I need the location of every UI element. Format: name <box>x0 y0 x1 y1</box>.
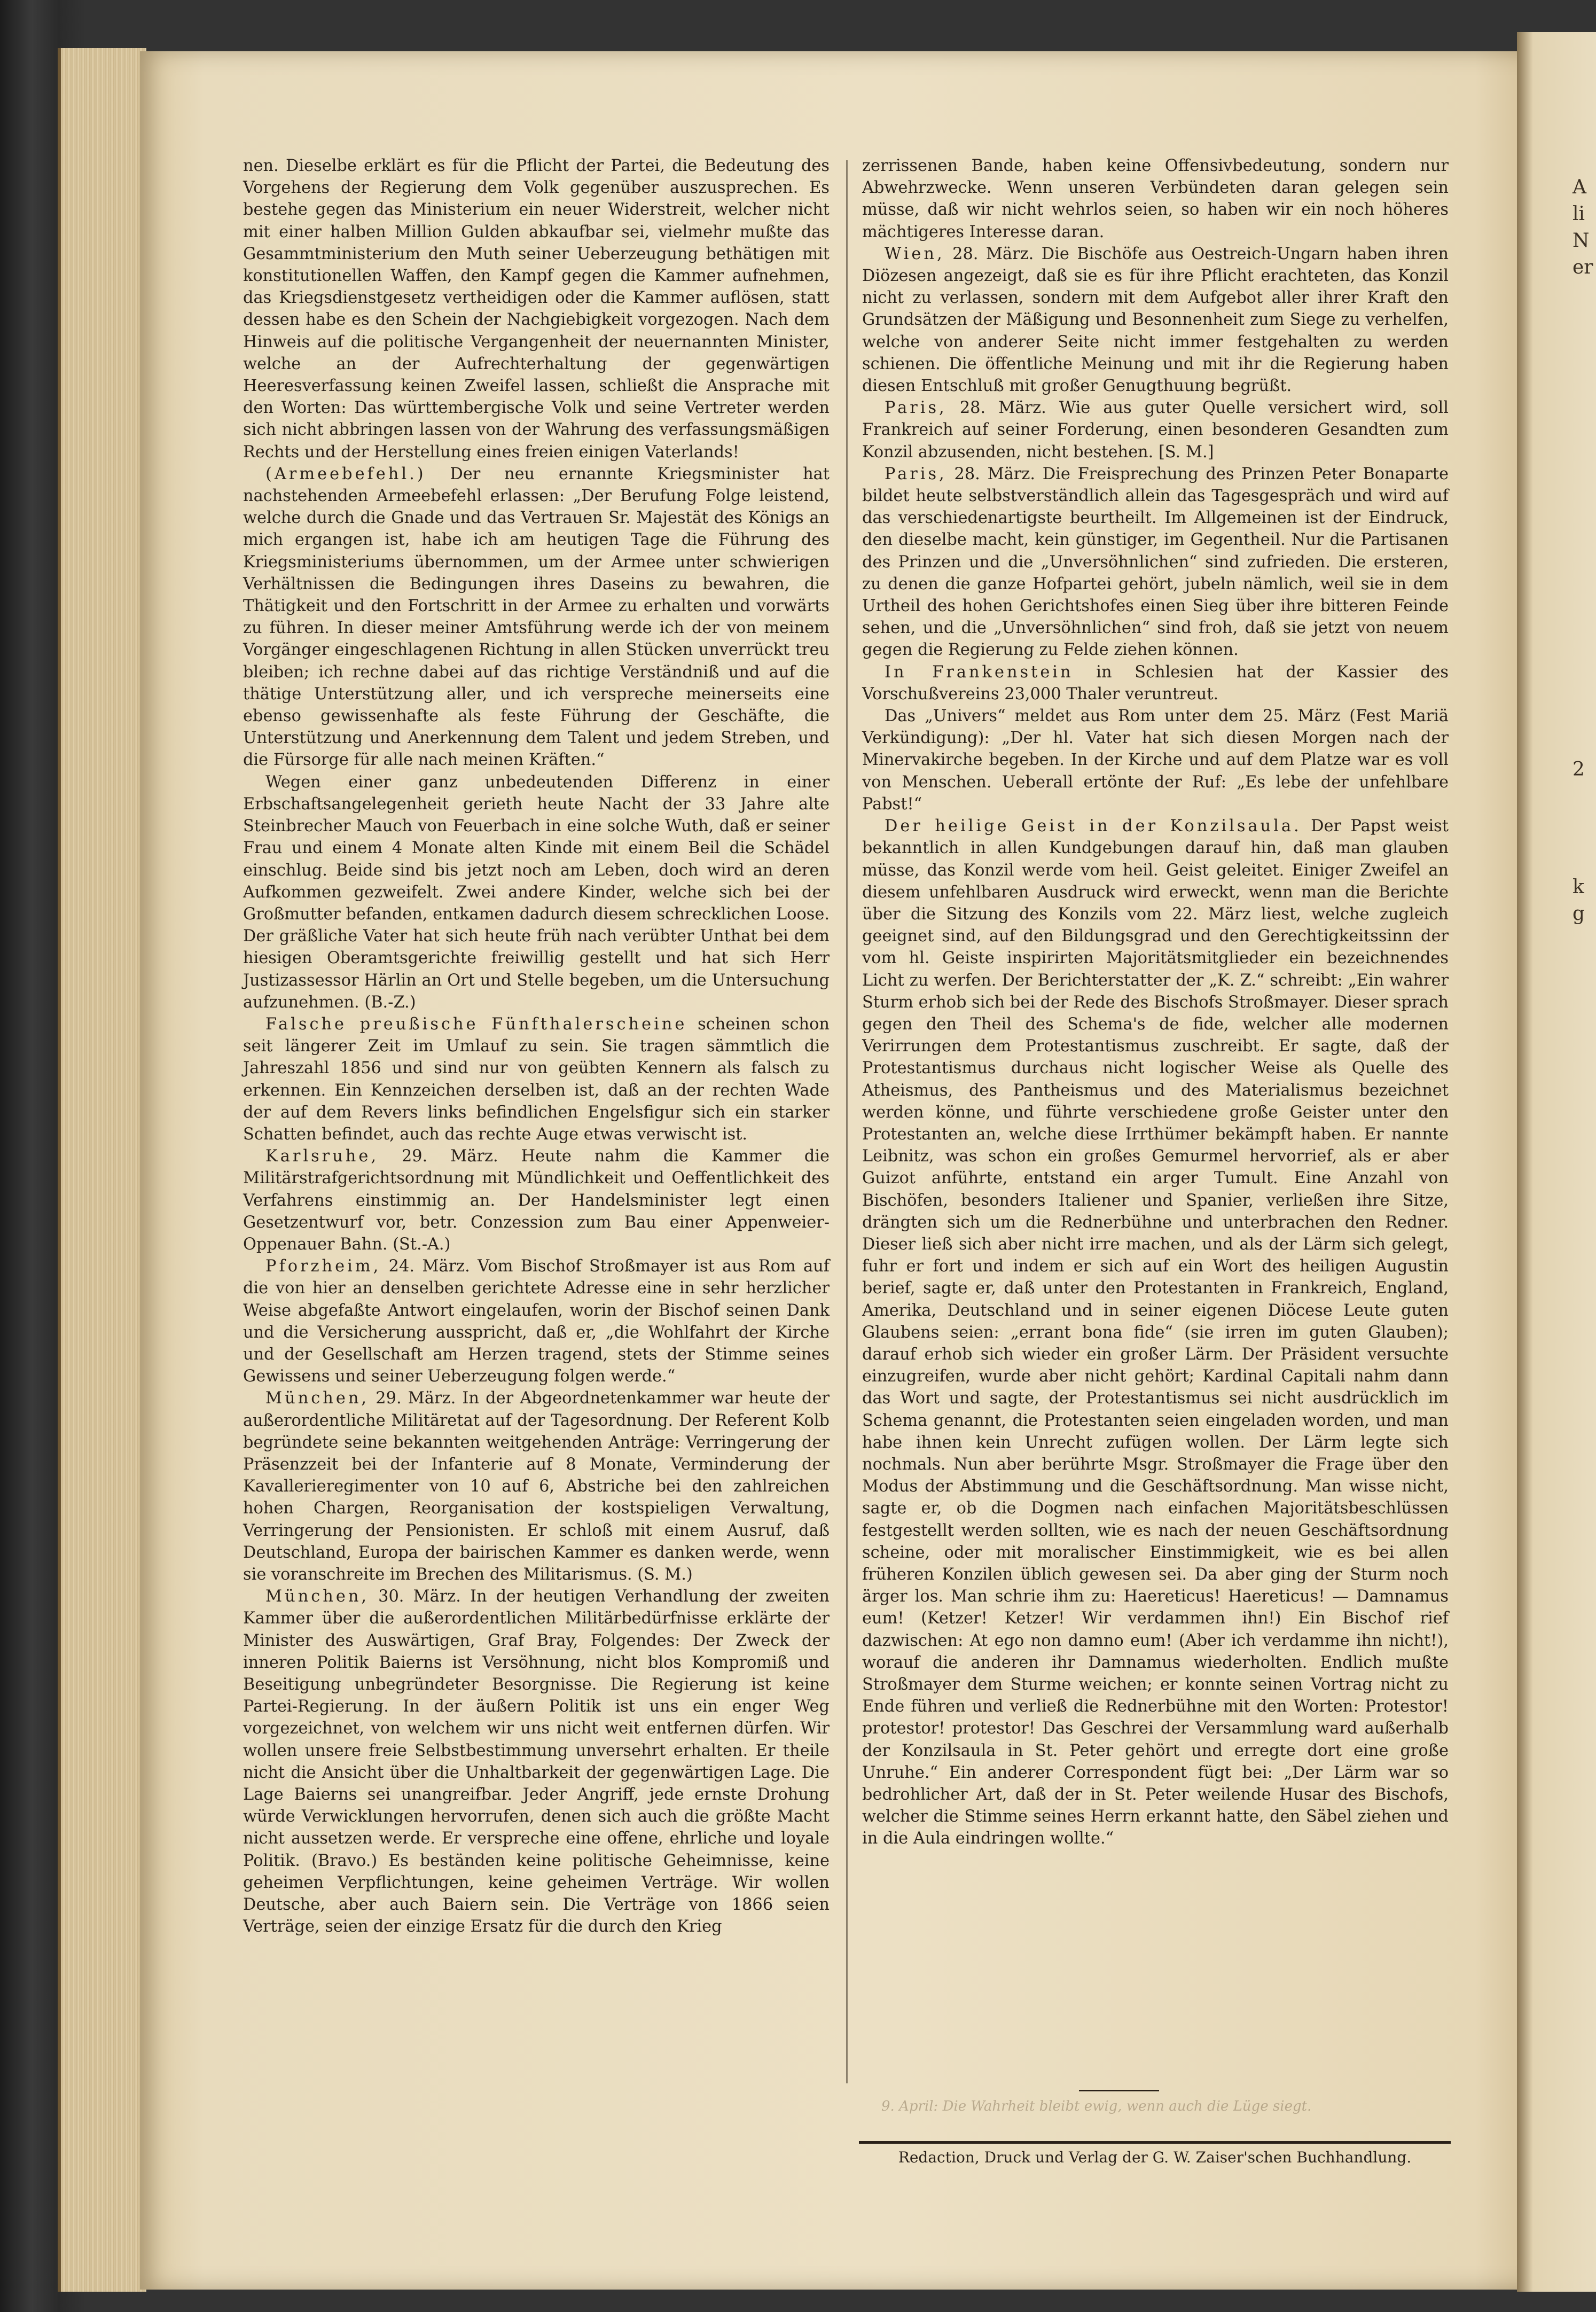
article-text: Der neu ernannte Kriegsminister hat nachstehenden Armeebefehl erlassen: „Der Berufung Folge leistend, welche durch die Gnade und das Vertrauen Sr. Majestät des Königs an mich ergangen ist, habe ich am heutigen Tage die Führung des Kriegsministeriums übernommen, um der Armee unter schwierigen Verhältnissen die Bedingungen ihres Daseins zu bewahren, die Thätigkeit und den Fortschritt in der Armee zu erhalten und vorwärts zu führen. In dieser meiner Amtsführung werde ich der von meinem Vorgänger eingeschlagenen Richtung in allen Stücken unverrückt treu bleiben; ich rechne dabei auf das richtige Verständniß und auf die thätige Unterstützung aller, und ich verspreche meinerseits eine ebenso gewissenhafte als feste Führung der Geschäfte, die Unterstützung und Anerkennung dem Talent und jedem Streben, und die Fürsorge für alle nach meinen Kräften.“ <box>243 464 830 770</box>
article-text: 29. März. In der Abgeordnetenkammer war heute der außerordentliche Militäretat auf der Tagesordnung. Der Referent Kolb begründete seine bekannten weitgehenden Anträge: Verringerung der Präsenzzeit bei der Infanterie auf 8 Monate, Verminderung der Kavallerieregimenter von 10 auf 6, Abstriche bei den zahlreichen hohen Chargen, Reorganisation der kostspieligen Verwaltung, Verringerung der Pensionisten. Er schloß mit einem Ausruf, daß Deutschland, Europa der bairischen Kammer es danken werde, wenn sie voranschreite im Brechen des Militarismus. (S. M.) <box>243 1389 830 1584</box>
facing-page-letter: er <box>1572 256 1593 278</box>
article-text: zerrissenen Bande, haben keine Offensivbedeutung, sondern nur Abwehrzwecke. Wenn unseren Verbündeten daran gelegen sein müsse, daß wir nicht wehrlos seien, so haben wir ein noch höheres mächtigeres Interesse daran. <box>862 157 1449 241</box>
article-text: Wegen einer ganz unbedeutenden Differenz in einer Erbschaftsangelegenheit gerieth heute Nacht der 33 Jahre alte Steinbrecher Mauch von Feuerbach in eine solche Wuth, daß er seiner Frau und einem 4 Monate alten Kinde mit einem Beil die Schädel einschlug. Beide sind bis jetzt noch am Leben, doch wird an deren Aufkommen gezweifelt. Zwei andere Kinder, welche sich bei der Großmutter befanden, entkamen dadurch diesem schrecklichen Loose. Der gräßliche Vater hat sich heute früh nach verübter Unthat bei dem hiesigen Oberamtsgerichte freiwillig gestellt und hat sich Herr Justizassessor Härlin an Ort und Stelle begeben, um die Untersuchung aufzunehmen. (B.-Z.) <box>243 772 830 1012</box>
article-dateline: Paris, <box>885 399 947 418</box>
right-column <box>862 155 1449 1850</box>
article-paragraph <box>862 243 1449 397</box>
facing-page-letter: A <box>1572 176 1586 198</box>
facing-page-letter: 2 <box>1572 759 1585 780</box>
article-paragraph <box>862 661 1449 705</box>
footer-rule <box>859 2141 1451 2144</box>
article-paragraph <box>862 815 1449 1850</box>
left-column <box>243 155 830 1938</box>
show-through-text: 9. April: Die Wahrheit bleibt ewig, wenn auch die Lüge siegt. <box>881 2098 1312 2114</box>
article-paragraph <box>243 771 830 1013</box>
article-dateline: In Frankenstein <box>885 662 1074 682</box>
article-paragraph <box>243 463 830 771</box>
column-rule <box>846 160 848 2083</box>
article-paragraph <box>243 1387 830 1585</box>
article-paragraph <box>243 1255 830 1387</box>
article-dateline: Der heilige Geist in der Konzilsaula. <box>885 817 1302 836</box>
article-paragraph <box>862 397 1449 463</box>
article-paragraph <box>243 155 830 463</box>
article-dateline: Karlsruhe, <box>265 1147 379 1166</box>
article-text: 24. März. Vom Bischof Stroßmayer ist aus Rom auf die von hier an denselben gerichtete Adresse eine in sehr herzlicher Weise abgefaßte Antwort eingelaufen, worin der Bischof seinen Dank und die Versicherung ausspricht, daß er, „die Wohlfahrt der Kirche und der Gesellschaft am Herzen tragend, stets der Stimme seines Gewissens und seiner Ueberzeugung folgen werde.“ <box>243 1257 830 1386</box>
article-paragraph <box>243 1013 830 1145</box>
article-dateline: Pforzheim, <box>265 1257 381 1276</box>
article-dateline: München, <box>265 1587 370 1606</box>
facing-page-letter: N <box>1572 230 1590 252</box>
article-text: 28. März. Die Bischöfe aus Oestreich-Ungarn haben ihren Diözesen angezeigt, daß sie es für ihre Pflicht erachteten, das Konzil nicht zu verlassen, sondern mit dem Aufgebot aller ihrer Kraft den Grundsätzen der Mäßigung und Besonnenheit zum Siege zu verhelfen, welche von anderer Seite nicht immer festgehalten zu werden schienen. Die öffentliche Meinung und mit ihr die Regierung haben diesen Entschluß mit großer Genugthuung begrüßt. <box>862 244 1449 396</box>
article-paragraph <box>862 463 1449 661</box>
article-text: 28. März. Die Freisprechung des Prinzen Peter Bonaparte bildet heute selbstverständlich allein das Tagesgespräch und wird auf das verschiedenartigste beurtheilt. Im Allgemeinen ist der Eindruck, den dieselbe macht, kein günstiger, im Gegentheil. Nur die Partisanen des Prinzen und die „Unversöhnlichen“ sind zufrieden. Die ersteren, zu denen die ganze Hofpartei gehört, jubeln nämlich, weil sie in dem Urtheil des hohen Gerichtshofes einen Sieg über ihre bitteren Feinde sehen, und die „Unversöhnlichen“ sind froh, daß sie jetzt von neuem gegen die Regierung zu Felde ziehen können. <box>862 464 1449 660</box>
facing-page-edge <box>1517 32 1596 2292</box>
article-dateline: München, <box>265 1389 370 1408</box>
article-text: 30. März. In der heutigen Verhandlung der zweiten Kammer über die außerordentlichen Militärbedürfnisse erklärte der Minister des Auswärtigen, Graf Bray, Folgendes: Der Zweck der inneren Politik Baierns ist Versöhnung, nicht blos Kompromiß und Beseitigung unbegründeter Besorgnisse. Die Regierung ist keine Partei-Regierung. In der äußern Politik ist uns ein enger Weg vorgezeichnet, von welchem wir uns nicht weit entfernen dürfen. Wir wollen unsere freie Selbstbestimmung unversehrt erhalten. Er theile nicht die Ansicht über die Unhaltbarkeit der gegenwärtigen Lage. Die Lage Baierns sei unangreifbar. Jeder Angriff, jede ernste Drohung würde Verwicklungen hervorrufen, denen sich auch die größte Macht nicht aussetzen werde. Er verspreche eine offene, ehrliche und loyale Politik. (Bravo.) Es beständen keine politische Geheimnisse, keine geheimen Verpflichtungen, keine geheimen Verträge. Wir wollen Deutsche, aber auch Baiern sein. Die Verträge von 1866 seien Verträge, seien der einzige Ersatz für die durch den Krieg <box>243 1587 830 1936</box>
imprint-footer: Redaction, Druck und Verlag der G. W. Zaiser'schen Buchhandlung. <box>898 2149 1412 2166</box>
article-dateline: Paris, <box>885 464 947 483</box>
article-dateline: Falsche preußische Fünfthalerscheine <box>265 1014 687 1034</box>
article-paragraph <box>243 1585 830 1938</box>
article-paragraph <box>862 155 1449 243</box>
article-text: scheinen schon seit längerer Zeit im Umlauf zu sein. Sie tragen sämmtlich die Jahreszahl 1856 und sind nur von geübten Kennern als falsch zu erkennen. Ein Kennzeichen derselben ist, daß an der rechten Wade der auf dem Revers links befindlichen Engelsfigur sich ein starker Schatten befindet, auch das rechte Auge etwas verwischt ist. <box>243 1014 830 1144</box>
article-text: in Schlesien hat der Kassier des Vorschußvereins 23,000 Thaler veruntreut. <box>862 662 1449 704</box>
facing-page-letter: k <box>1572 876 1584 898</box>
end-rule <box>1079 2090 1159 2091</box>
article-text: nen. Dieselbe erklärt es für die Pflicht der Partei, die Bedeutung des Vorgehens der Regierung dem Volk gegenüber auszusprechen. Es bestehe gegen das Ministerium ein neuer Widerstreit, welcher nicht mit einer halben Million Gulden abkaufbar sei, vielmehr mußte das Gesammtministerium den Muth seiner Ueberzeugung bethätigen mit konstitutionellen Waffen, den Kampf gegen die Kammer aufnehmen, das Kriegsdienstgesetz vertheidigen oder die Kammer auflösen, statt dessen habe es den Schein der Nachgiebigkeit vorgezogen. Nach dem Hinweis auf die politische Vergangenheit der neuernannten Minister, welche an der Aufrechterhaltung der gegenwärtigen Heeresverfassung keinen Zweifel lassen, schließt die Ansprache mit den Worten: Das württembergische Volk und seine Vertreter werden sich nicht abbringen lassen von der Wahrung des verfassungsmäßigen Rechts und der Herstellung eines freien einigen Vaterlands! <box>243 157 830 462</box>
article-dateline: (Armeebefehl.) <box>265 464 426 483</box>
article-paragraph <box>862 705 1449 815</box>
article-text: Das „Univers“ meldet aus Rom unter dem 25. März (Fest Mariä Verkündigung): „Der hl. Vater hat sich diesen Morgen nach der Minervakirche begeben. In der Kirche und auf dem Platze war es voll von Menschen. Ueberall ertönte der Ruf: „Es lebe der unfehlbare Pabst!“ <box>862 707 1449 814</box>
facing-page-letter: li <box>1572 203 1585 225</box>
article-text: 28. März. Wie aus guter Quelle versichert wird, soll Frankreich auf seiner Forderung, einen besonderen Gesandten zum Konzil abzusenden, nicht bestehen. [S. M.] <box>862 399 1449 462</box>
article-paragraph <box>243 1145 830 1255</box>
book-page-edges <box>58 48 146 2292</box>
article-text: Der Papst weist bekanntlich in allen Kundgebungen darauf hin, daß man glauben müsse, das Konzil werde vom heil. Geist geleitet. Einiger Zweifel an diesem unfehlbaren Ausdruck wird erweckt, wenn man die Berichte über die Sitzung des Konzils vom 22. März liest, welche zugleich geeignet sind, auf den Bildungsgrad und den Gerechtigkeitssinn der vom hl. Geiste inspirirten Majoritätsmitglieder ein bezeichnendes Licht zu werfen. Der Berichterstatter der „K. Z.“ schreibt: „Ein wahrer Sturm erhob sich bei der Rede des Bischofs Stroßmayer. Dieser sprach gegen den Theil des Schema's de fide, welcher alle modernen Verirrungen dem Protestantismus zuschreibt. Er sagte, daß der Protestantismus durchaus nicht logischer Weise als Quelle des Atheismus, des Pantheismus und des Materialismus bezeichnet werden könne, und führte verschiedene große Geister unter den Protestanten an, welche diese Irrthümer bekämpft haben. Er nannte Leibnitz, was schon ein großes Gemurmel hervorrief, als er aber Guizot anführte, entstand ein arger Tumult. Eine Anzahl von Bischöfen, besonders Italiener und Spanier, verließen ihre Sitze, drängten sich um die Rednerbühne und unterbrachen den Redner. Dieser ließ sich aber nicht irre machen, und als der Lärm sich gelegt, fuhr er fort und indem er sich auf ein Wort des heiligen Augustin berief, sagte er, daß unter den Protestanten in Frankreich, England, Amerika, Deutschland und in seiner eigenen Diöcese Leute guten Glaubens seien: „errant bona fide“ (sie irren im guten Glauben); darauf erhob sich wieder ein großer Lärm. Der Präsident versuchte einzugreifen, wurde aber nicht gehört; Kardinal Capitali nahm dann das Wort und sagte, der Protestantismus sei nicht ausdrücklich im Schema genannt, die Protestanten seien eingeladen worden, und man habe ihnen kein Unrecht zufügen wollen. Der Lärm legte sich nochmals. Nun aber berührte Msgr. Stroßmayer die Frage über den Modus der Abstimmung und die Geschäftsordnung. Man wisse nicht, sagte er, ob die Dogmen nach einfachen Majoritätsbeschlüssen festgestellt werden sollten, wie es nach der neuen Geschäftsordnung scheine, oder mit moralischer Einstimmigkeit, wie es bei allen früheren Konzilen üblich gewesen sei. Da aber ging der Sturm noch ärger los. Man schrie ihm zu: Haereticus! Haereticus! — Damnamus eum! (Ketzer! Ketzer! Wir verdammen ihn!) Ein Bischof rief dazwischen: At ego non damno eum! (Aber ich verdamme ihn nicht!), worauf die anderen ihr Damnamus wiederholten. Endlich mußte Stroßmayer dem Sturme weichen; er konnte seinen Vortrag nicht zu Ende führen und verließ die Rednerbühne mit den Worten: Protestor! protestor! protestor! Das Geschrei der Versammlung ward außerhalb der Konzilsaula in St. Peter gehört und erregte dort eine große Unruhe.“ Ein anderer Correspondent fügt bei: „Der Lärm war so bedrohlicher Art, daß der in St. Peter weilende Husar des Bischofs, welcher die Stimme seines Herrn erkannt hatte, den Säbel ziehen und in die Aula eindringen wollte.“ <box>862 817 1449 1848</box>
article-text: 29. März. Heute nahm die Kammer die Militärstrafgerichtsordnung mit Mündlichkeit und Oeffentlichkeit des Verfahrens einstimmig an. Der Handelsminister legt einen Gesetzentwurf vor, betr. Conzession zum Bau einer Appenweier-Oppenauer Bahn. (St.-A.) <box>243 1147 830 1254</box>
article-dateline: Wien, <box>885 244 945 263</box>
facing-page-letter: g <box>1572 903 1585 925</box>
